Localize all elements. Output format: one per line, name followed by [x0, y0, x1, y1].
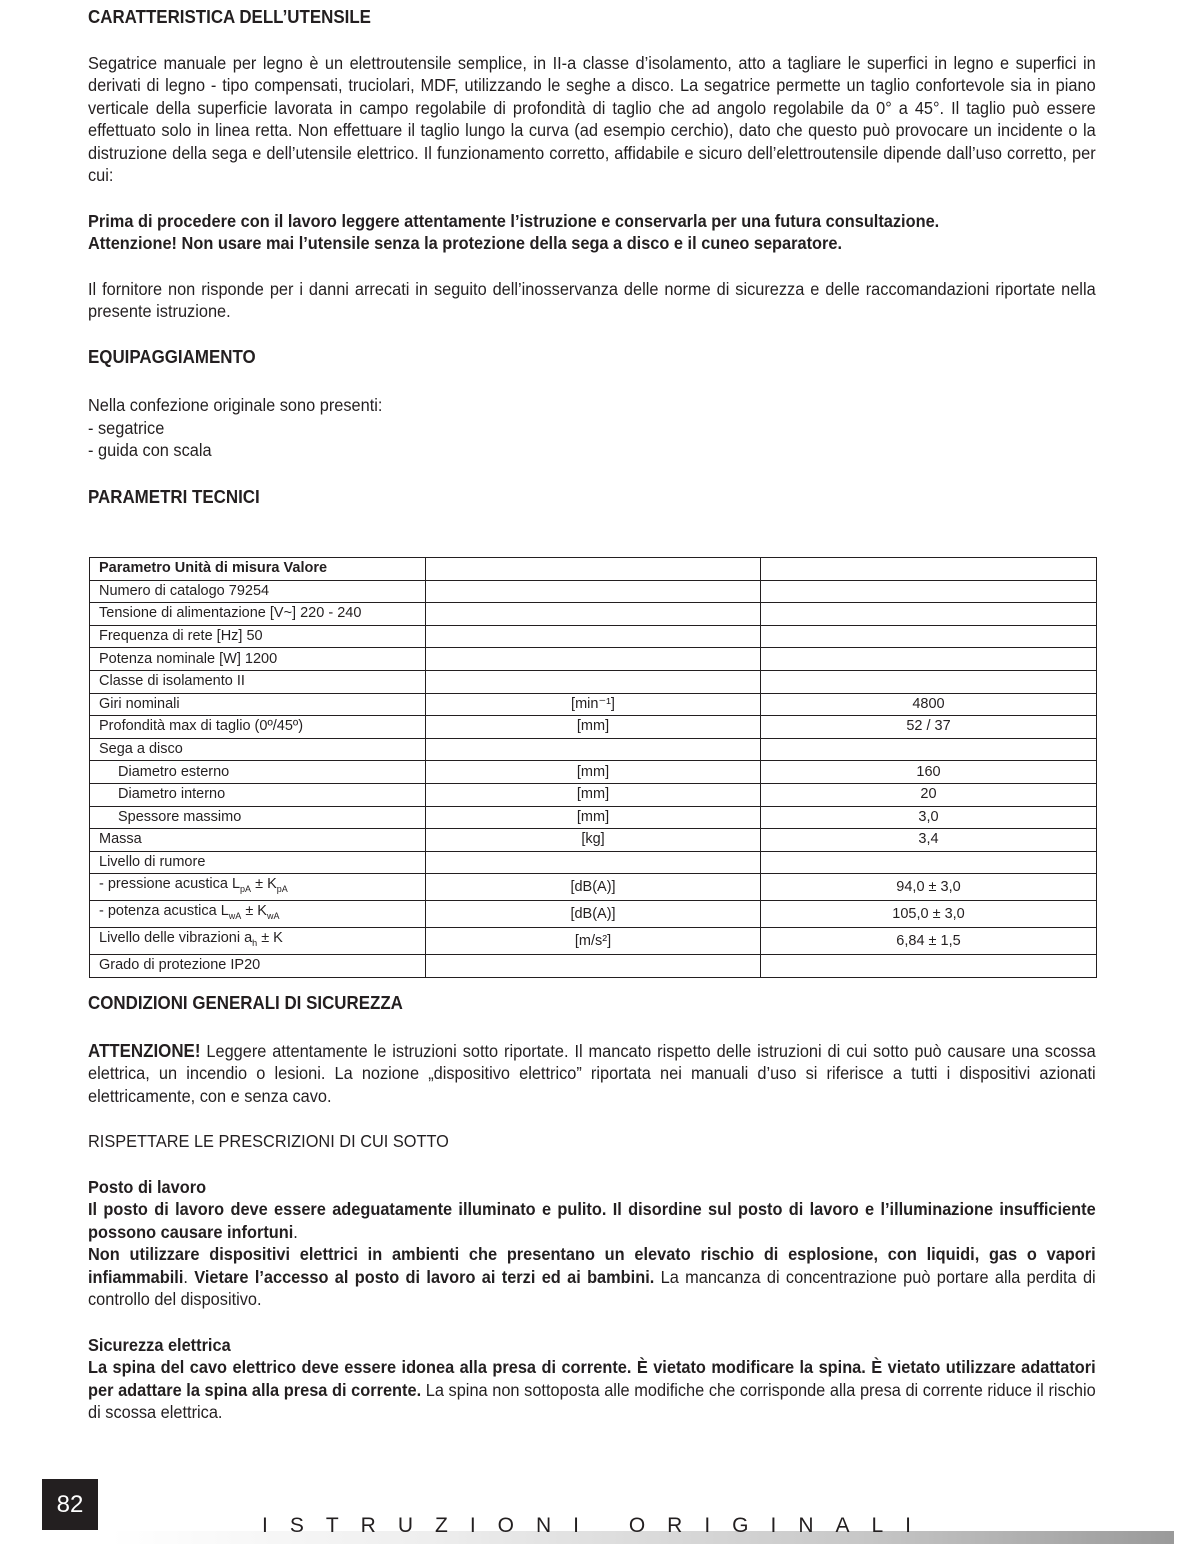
electrical-title: Sicurezza elettrica	[88, 1334, 231, 1355]
section-title-safety: CONDIZIONI GENERALI DI SICUREZZA	[88, 993, 403, 1013]
parameter-name-cell	[90, 648, 426, 671]
workplace-text-3: La mancanza di concentrazione può portare alla perdita di controllo del dispositivo.	[88, 1266, 1096, 1309]
value-cell: 105,0 ± 3,0	[761, 901, 1097, 928]
parameter-name-cell	[90, 693, 426, 716]
electrical-bold: La spina del cavo elettrico deve essere idonea alla presa di corrente. È vietato modificare la spina. È vietato utilizzare adattatori per adattare la spina alla presa di corrente.	[88, 1357, 1096, 1400]
electrical-paragraph	[88, 1356, 1096, 1424]
parameter-name-cell	[90, 716, 426, 739]
footer-label: ISTRUZIONI ORIGINALI	[262, 1514, 934, 1537]
document-body	[88, 6, 1096, 508]
workplace-text-2: .	[183, 1266, 195, 1287]
equipment-intro: Nella confezione originale sono presenti:	[88, 395, 383, 415]
parameter-name-cell	[90, 806, 426, 829]
electrical-text: La spina non sottoposta alle modifiche che corrisponde alla presa di corrente riduce il rischio di scossa elettrica.	[88, 1379, 1096, 1422]
value-cell: 160	[761, 761, 1097, 784]
workplace-paragraph-2	[88, 1243, 1096, 1311]
value-cell: 52 / 37	[761, 716, 1097, 739]
parameter-tolerance: ± K	[241, 903, 267, 920]
unit-cell	[426, 670, 761, 693]
unit-cell: [mm]	[426, 783, 761, 806]
equipment-item: - guida con scala	[88, 440, 212, 460]
parameter-subscript: wA	[228, 911, 242, 922]
parameter-name: Profondità max di taglio (0º/45º)	[99, 718, 304, 735]
parameter-name-cell	[90, 851, 426, 874]
workplace-title: Posto di lavoro	[88, 1176, 207, 1197]
parameter-name: Livello di rumore	[99, 854, 206, 871]
unit-cell: [kg]	[426, 829, 761, 852]
parameter-name: Livello delle vibrazioni a	[99, 930, 253, 947]
table-row	[90, 670, 1097, 693]
attention-paragraph	[88, 1040, 1096, 1108]
parameter-name-cell	[90, 603, 426, 626]
value-cell	[761, 603, 1097, 626]
value-cell	[761, 648, 1097, 671]
parameter-name-cell	[90, 829, 426, 852]
parameter-subscript: h	[252, 937, 258, 948]
table-row	[90, 738, 1097, 761]
parameter-name: Diametro interno	[118, 786, 226, 803]
respect-heading: RISPETTARE LE PRESCRIZIONI DI CUI SOTTO	[88, 1131, 449, 1151]
table-row	[90, 648, 1097, 671]
parameter-name: Tensione di alimentazione [V~] 220 - 240	[99, 605, 362, 622]
parameter-tolerance: ± K	[251, 876, 277, 893]
value-cell: 3,0	[761, 806, 1097, 829]
parameter-name: - potenza acustica L	[99, 903, 229, 920]
value-cell	[761, 954, 1097, 977]
unit-cell	[426, 558, 761, 581]
table-row	[90, 783, 1097, 806]
parameter-subscript: pA	[240, 884, 252, 895]
parameter-name-cell	[90, 761, 426, 784]
parameter-name-cell	[90, 954, 426, 977]
parameter-name: Classe di isolamento II	[99, 673, 245, 690]
section-title-equipment: EQUIPAGGIAMENTO	[88, 346, 256, 367]
parameter-name: Potenza nominale [W] 1200	[99, 650, 278, 667]
unit-cell: [dB(A)]	[426, 874, 761, 901]
parameter-name-cell	[90, 874, 426, 901]
parameter-name: Massa	[99, 831, 142, 848]
table-row	[90, 806, 1097, 829]
parameter-name-cell	[90, 558, 426, 581]
unit-cell	[426, 648, 761, 671]
parameter-name: Sega a disco	[99, 741, 183, 758]
unit-cell: [mm]	[426, 806, 761, 829]
workplace-text-1: .	[293, 1221, 298, 1242]
parameter-name: Frequenza di rete [Hz] 50	[99, 628, 263, 645]
unit-cell	[426, 580, 761, 603]
parameter-name: Parametro Unità di misura Valore	[99, 560, 328, 577]
value-cell	[761, 670, 1097, 693]
parameter-name: Giri nominali	[99, 695, 180, 712]
table-row	[90, 874, 1097, 901]
unit-cell: [dB(A)]	[426, 901, 761, 928]
table-row	[90, 954, 1097, 977]
table-row	[90, 625, 1097, 648]
value-cell	[761, 558, 1097, 581]
characteristics-intro: Segatrice manuale per legno è un elettroutensile semplice, in II-a classe d’isolamento, atto a tagliare le superfici in legno e superfici in derivati di legno - tipo compensati, truciolari, MDF, utilizzando le seghe a disco. La segatrice permette un taglio confortevole sia in piano verticale della superficie lavorata in campo regolabile di profondità di taglio che ad angolo regolabile da 0° a 45°. Il taglio può essere effettuato solo in linea retta. Non effettuare il taglio lungo la curva (ad esempio cerchio), dato che questo può provocare un incidente o la distruzione della sega e dell’utensile elettrico. Il funzionamento corretto, affidabile e sicuro dell’elettroutensile dipende dall’uso corretto, per cui:	[88, 52, 1096, 185]
table-row	[90, 761, 1097, 784]
unit-cell: [mm]	[426, 716, 761, 739]
parameter-name-cell	[90, 580, 426, 603]
unit-cell: [mm]	[426, 761, 761, 784]
value-cell: 6,84 ± 1,5	[761, 928, 1097, 955]
parameter-name: Grado di protezione IP20	[99, 957, 261, 974]
section-title-characteristics: CARATTERISTICA DELL’UTENSILE	[88, 7, 371, 27]
parameter-name-cell	[90, 670, 426, 693]
unit-cell	[426, 738, 761, 761]
value-cell: 3,4	[761, 829, 1097, 852]
parameter-tolerance: ± K	[257, 930, 283, 947]
unit-cell	[426, 851, 761, 874]
parameter-name-cell	[90, 625, 426, 648]
safety-body	[88, 992, 1096, 1424]
page-number: 82	[42, 1479, 98, 1530]
value-cell	[761, 738, 1097, 761]
value-cell	[761, 625, 1097, 648]
attention-text: Leggere attentamente le istruzioni sotto riportate. Il mancato rispetto delle istruzioni di cui sotto può causare una scossa elettrica, un incendio o lesioni. La nozione „dispositivo elettrico” riportata nei manuali d’uso si riferisce a tutti i dispositivi azionati elettricamente, con e senza cavo.	[88, 1040, 1096, 1106]
value-cell	[761, 851, 1097, 874]
unit-cell	[426, 954, 761, 977]
unit-cell: [min⁻¹]	[426, 693, 761, 716]
table-row	[90, 829, 1097, 852]
equipment-item: - segatrice	[88, 417, 165, 438]
parameter-name: Numero di catalogo 79254	[99, 582, 270, 599]
parameter-name-cell	[90, 901, 426, 928]
parameter-name-cell	[90, 738, 426, 761]
section-title-parameters: PARAMETRI TECNICI	[88, 486, 260, 507]
value-cell: 20	[761, 783, 1097, 806]
parameter-name: Diametro esterno	[118, 763, 230, 780]
parameter-name-cell	[90, 783, 426, 806]
parameter-name: - pressione acustica L	[99, 876, 241, 893]
table-row	[90, 901, 1097, 928]
parameter-name-cell	[90, 928, 426, 955]
workplace-bold-2: Non utilizzare dispositivi elettrici in ambienti che presentano un elevato rischio di esplosione, con liquidi, gas o vapori infiammabili	[88, 1244, 1096, 1287]
table-row	[90, 716, 1097, 739]
value-cell: 94,0 ± 3,0	[761, 874, 1097, 901]
supplier-disclaimer: Il fornitore non risponde per i danni arrecati in seguito dell’inosservanza delle norme di sicurezza e delle raccomandazioni riportate nella presente istruzione.	[88, 278, 1096, 321]
table-row	[90, 928, 1097, 955]
workplace-bold-1: Il posto di lavoro deve essere adeguatamente illuminato e pulito. Il disordine sul posto di lavoro e l’illuminazione insufficiente possono causare infortuni	[88, 1199, 1096, 1242]
workplace-paragraph-1	[88, 1198, 1096, 1243]
parameter-subscript: wA	[266, 911, 280, 922]
warning-protection: Attenzione! Non usare mai l’utensile senza la protezione della sega a disco e il cuneo separatore.	[88, 233, 843, 253]
unit-cell	[426, 603, 761, 626]
table-row	[90, 580, 1097, 603]
unit-cell	[426, 625, 761, 648]
parameter-subscript: pA	[276, 884, 288, 895]
unit-cell: [m/s²]	[426, 928, 761, 955]
warning-read-instructions: Prima di procedere con il lavoro leggere attentamente l’istruzione e conservarla per una futura consultazione.	[88, 210, 940, 231]
table-row	[90, 693, 1097, 716]
parameters-table	[89, 557, 1097, 978]
value-cell: 4800	[761, 693, 1097, 716]
table-header-row	[90, 558, 1097, 581]
workplace-bold-3: Vietare l’accesso al posto di lavoro ai terzi ed ai bambini.	[194, 1266, 655, 1287]
attention-label: ATTENZIONE!	[88, 1040, 201, 1061]
table-row	[90, 851, 1097, 874]
value-cell	[761, 580, 1097, 603]
table-row	[90, 603, 1097, 626]
parameter-name: Spessore massimo	[118, 808, 242, 825]
